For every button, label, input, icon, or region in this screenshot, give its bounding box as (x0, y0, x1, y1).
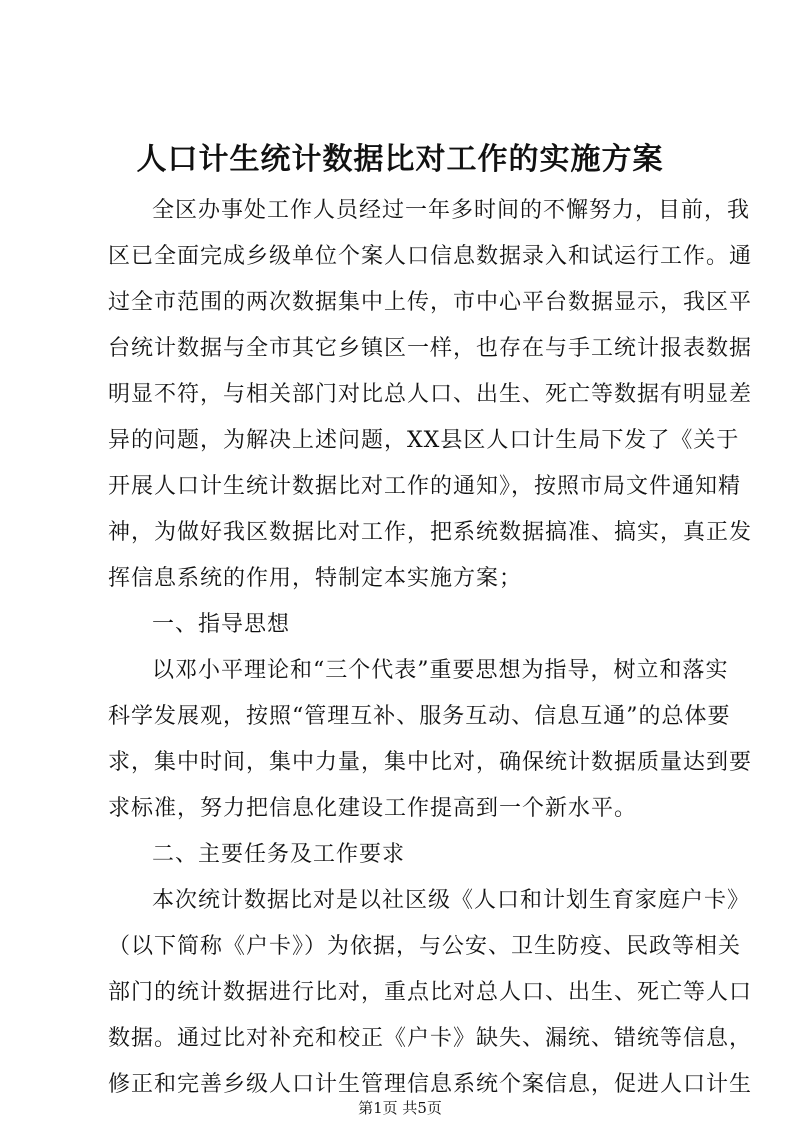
paragraph-line: 全区办事处工作人员经过一年多时间的不懈努力，目前，我 (152, 198, 751, 223)
section-heading: 一、指导思想 (152, 612, 291, 637)
paragraph-line: 以邓小平理论和“三个代表”重要思想为指导，树立和落实 (152, 658, 729, 683)
paragraph-line: 求标准，努力把信息化建设工作提高到一个新水平。 (108, 796, 638, 821)
page-footer: 第1页 共5页 (358, 1099, 442, 1117)
paragraph-line: 开展人口计生统计数据比对工作的通知》，按照市局文件通知精 (108, 474, 742, 499)
paragraph-line: 神，为做好我区数据比对工作，把系统数据搞准、搞实，真正发 (108, 520, 753, 545)
section-heading: 二、主要任务及工作要求 (152, 842, 406, 867)
paragraph-line: 挥信息系统的作用，特制定本实施方案； (108, 566, 523, 591)
paragraph-line: 过全市范围的两次数据集中上传，市中心平台数据显示，我区平 (108, 290, 753, 315)
document-title: 人口计生统计数据比对工作的实施方案 (136, 142, 664, 177)
paragraph-line: 数据。通过比对补充和校正《户卡》缺失、漏统、错统等信息， (108, 1026, 753, 1051)
paragraph-line: 台统计数据与全市其它乡镇区一样，也存在与手工统计报表数据 (108, 336, 753, 361)
paragraph-line: （以下简称《户卡》）为依据，与公安、卫生防疫、民政等相关 (108, 934, 742, 959)
paragraph-line: 科学发展观，按照“管理互补、服务互动、信息互通”的总体要 (108, 704, 731, 729)
paragraph-line: 部门的统计数据进行比对，重点比对总人口、出生、死亡等人口 (108, 980, 753, 1005)
paragraph-line: 求，集中时间，集中力量，集中比对，确保统计数据质量达到要 (108, 750, 753, 775)
paragraph-line: 区已全面完成乡级单位个案人口信息数据录入和试运行工作。通 (108, 244, 753, 269)
paragraph-line: 本次统计数据比对是以社区级《人口和计划生育家庭户卡》 (152, 888, 751, 913)
paragraph-line: 明显不符，与相关部门对比总人口、出生、死亡等数据有明显差 (108, 382, 753, 407)
paragraph-line: 异的问题，为解决上述问题，XX县区人口计生局下发了《关于 (108, 428, 740, 453)
paragraph-line: 修正和完善乡级人口计生管理信息系统个案信息，促进人口计生 (108, 1072, 753, 1097)
